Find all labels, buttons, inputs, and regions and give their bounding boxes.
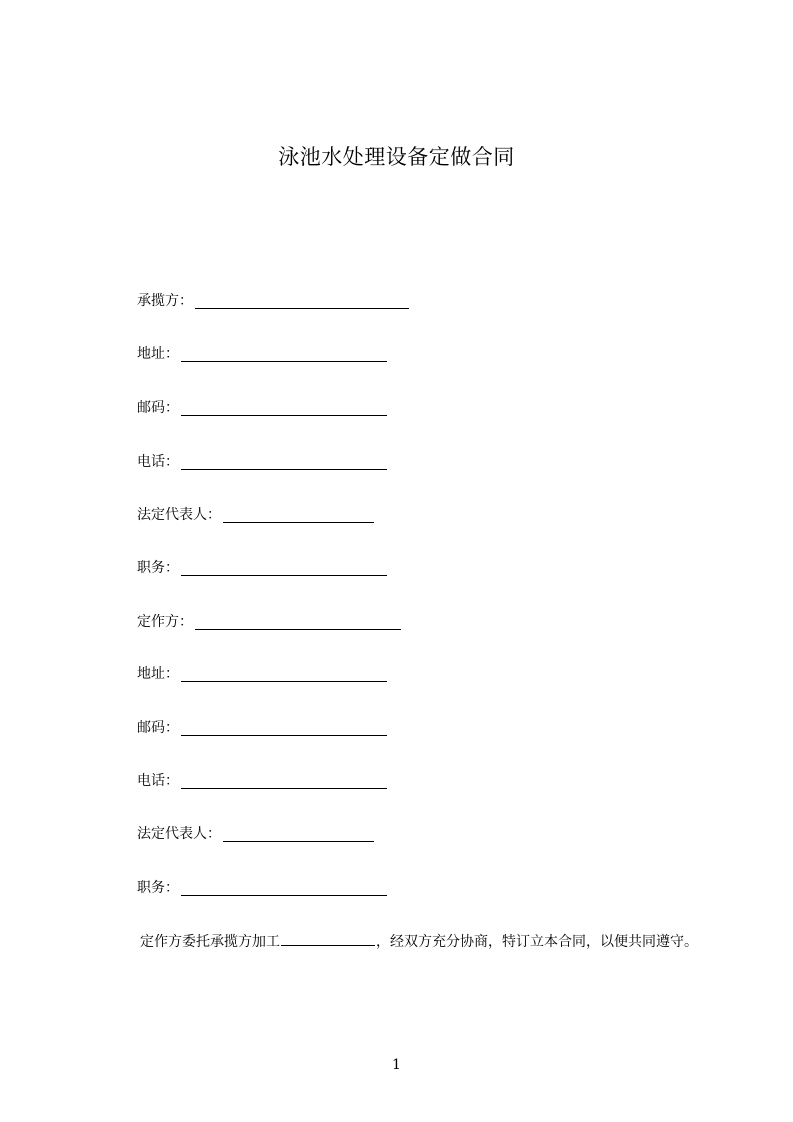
contractor-postcode-label: 邮码： [137,400,179,416]
contractor-phone-field [137,452,387,472]
contractor-postcode-field [137,398,387,418]
contractor-phone-blank [181,454,387,470]
contractor-phone-label: 电话： [137,454,179,470]
contractor-position-field [137,558,387,578]
contract-intro-paragraph [105,930,705,955]
client-legal-rep-field [137,824,374,844]
contractor-name-blank [195,293,409,309]
client-address-field [137,664,387,684]
contractor-address-blank [181,346,387,362]
contractor-name-label: 承揽方： [137,293,193,309]
processing-item-blank [281,931,375,946]
client-postcode-blank [181,720,387,736]
contractor-postcode-blank [181,400,387,416]
client-position-label: 职务： [137,880,179,896]
client-position-blank [181,880,387,896]
client-position-field [137,878,387,898]
contractor-legal-rep-label: 法定代表人： [137,507,221,523]
client-postcode-label: 邮码： [137,720,179,736]
client-name-label: 定作方： [137,614,193,630]
client-phone-field [137,771,387,791]
client-name-blank [195,614,401,630]
client-name-field [137,612,401,632]
paragraph-text-before: 定作方委托承揽方加工 [140,934,280,950]
paragraph-text-after: ，经双方充分协商，特订立本合同，以便共同遵守。 [376,934,698,950]
client-phone-label: 电话： [137,773,179,789]
client-address-label: 地址： [137,666,179,682]
client-legal-rep-label: 法定代表人： [137,826,221,842]
contractor-legal-rep-blank [223,507,374,523]
client-address-blank [181,666,387,682]
contractor-position-blank [181,560,387,576]
client-phone-blank [181,773,387,789]
page-number: 1 [392,1057,401,1073]
contract-title: 泳池水处理设备定做合同 [278,145,515,169]
contractor-address-label: 地址： [137,346,179,362]
contractor-legal-rep-field [137,505,374,525]
contractor-address-field [137,344,387,364]
client-postcode-field [137,718,387,738]
client-legal-rep-blank [223,826,374,842]
contractor-name-field [137,291,409,311]
contractor-position-label: 职务： [137,560,179,576]
